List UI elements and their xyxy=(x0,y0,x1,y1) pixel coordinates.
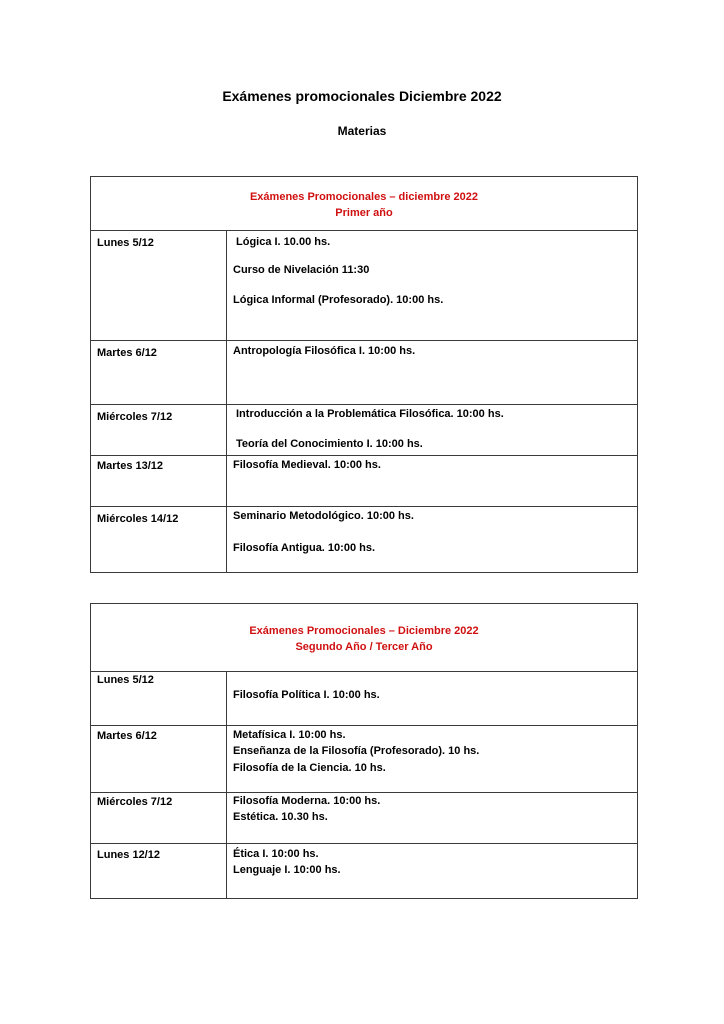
subjects-cell xyxy=(227,507,638,573)
subject-item: Filosofía Antigua. 10:00 hs. xyxy=(233,542,376,554)
subject-item: Filosofía de la Ciencia. 10 hs. xyxy=(233,762,386,774)
day-cell xyxy=(91,405,227,456)
subject-item: Enseñanza de la Filosofía (Profesorado). 10 hs. xyxy=(233,745,480,757)
day-cell xyxy=(91,231,227,341)
table-row xyxy=(91,341,638,405)
table-row xyxy=(91,726,638,793)
subjects-cell xyxy=(227,456,638,507)
table-row xyxy=(91,231,638,341)
day-cell xyxy=(91,456,227,507)
subject-item: Metafísica I. 10:00 hs. xyxy=(233,729,346,741)
day-cell xyxy=(91,844,227,899)
table-header-title: Exámenes Promocionales – Diciembre 2022 xyxy=(249,625,479,637)
table-row xyxy=(91,844,638,899)
table-header-title: Exámenes Promocionales – diciembre 2022 xyxy=(249,191,479,203)
table-row xyxy=(91,793,638,844)
day-cell xyxy=(91,341,227,405)
day-label: Lunes 5/12 xyxy=(97,237,154,249)
day-cell xyxy=(91,726,227,793)
subject-item: Filosofía Política I. 10:00 hs. xyxy=(233,689,380,701)
subjects-cell xyxy=(227,341,638,405)
table-row xyxy=(91,507,638,573)
table-header-year: Segundo Año / Tercer Año xyxy=(295,641,433,653)
subjects-cell xyxy=(227,793,638,844)
subject-item: Ética I. 10:00 hs. xyxy=(233,848,319,860)
schedule-table-first-year xyxy=(90,176,638,573)
subject-item: Introducción a la Problemática Filosófica. 10:00 hs. xyxy=(236,408,504,420)
subjects-cell xyxy=(227,672,638,726)
subject-item: Filosofía Moderna. 10:00 hs. xyxy=(233,795,381,807)
subject-item: Lógica I. 10.00 hs. xyxy=(236,236,331,248)
day-label: Lunes 12/12 xyxy=(97,849,160,861)
table-header-row xyxy=(91,177,638,231)
subject-item: Antropología Filosófica I. 10:00 hs. xyxy=(233,345,416,357)
day-label: Lunes 5/12 xyxy=(97,674,154,686)
subjects-cell xyxy=(227,405,638,456)
day-label: Miércoles 7/12 xyxy=(97,796,173,808)
table-row xyxy=(91,672,638,726)
subject-item: Seminario Metodológico. 10:00 hs. xyxy=(233,510,414,522)
day-label: Miércoles 14/12 xyxy=(97,513,179,525)
day-label: Miércoles 7/12 xyxy=(97,411,173,423)
day-cell xyxy=(91,507,227,573)
subject-item: Estética. 10.30 hs. xyxy=(233,811,328,823)
day-label: Martes 13/12 xyxy=(97,460,164,472)
table-header-year: Primer año xyxy=(335,207,393,219)
day-cell xyxy=(91,793,227,844)
schedule-table-second-third-year xyxy=(90,603,638,899)
subject-item: Curso de Nivelación 11:30 xyxy=(233,264,370,276)
table-header-cell xyxy=(91,177,638,231)
subjects-cell xyxy=(227,726,638,793)
subject-item: Lenguaje I. 10:00 hs. xyxy=(233,864,341,876)
day-label: Martes 6/12 xyxy=(97,730,157,742)
table-row xyxy=(91,405,638,456)
page-title: Exámenes promocionales Diciembre 2022 xyxy=(222,88,502,104)
table-header-cell xyxy=(91,604,638,672)
page-subtitle: Materias xyxy=(337,124,387,138)
day-cell xyxy=(91,672,227,726)
subjects-cell xyxy=(227,231,638,341)
table-row xyxy=(91,456,638,507)
subject-item: Teoría del Conocimiento I. 10:00 hs. xyxy=(236,438,423,450)
subject-item: Lógica Informal (Profesorado). 10:00 hs. xyxy=(233,294,444,306)
table-header-row xyxy=(91,604,638,672)
subjects-cell xyxy=(227,844,638,899)
day-label: Martes 6/12 xyxy=(97,347,157,359)
subject-item: Filosofía Medieval. 10:00 hs. xyxy=(233,459,381,471)
